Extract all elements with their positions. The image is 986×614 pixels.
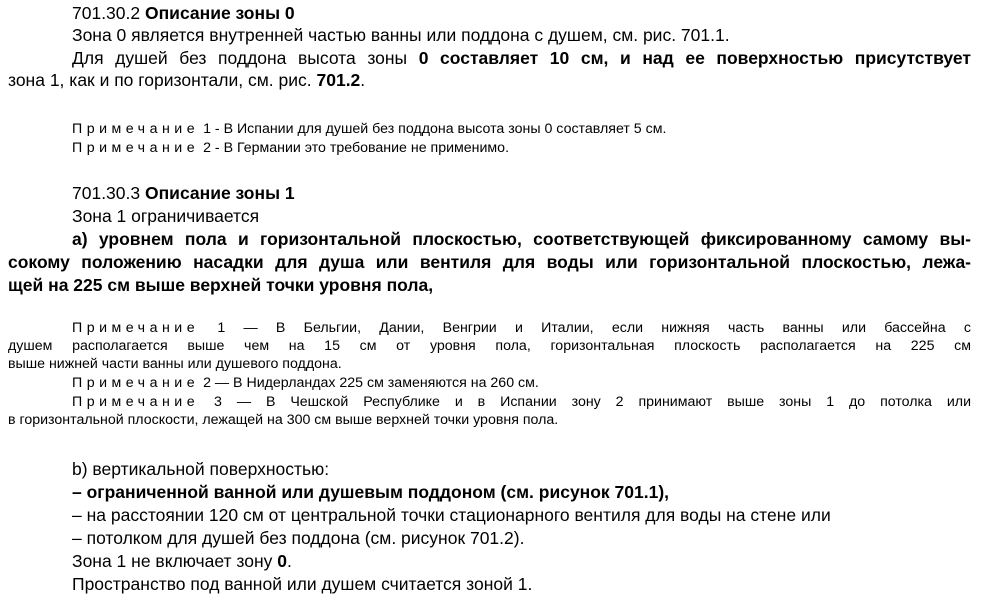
note-germany: Примечание 2 - В Германии это требование не применимо. (72, 140, 510, 156)
note-belgium-line1: Примечание 1 — В Бельгии, Дании, Венгрии и Италии, если нижняя часть ванны или бассейна с (72, 320, 971, 336)
paragraph-zone1-a-line3: щей на 225 см выше верхней точки уровня пола, (8, 275, 434, 295)
paragraph-zone0-definition: Зона 0 является внутренней частью ванны или поддона с душем, см. рис. 701.1. (72, 25, 730, 45)
section-number: 701.30.3 (72, 183, 141, 203)
note-czech-line2: в горизонтальной плоскости, лежащей на 300 см выше верхней точки уровня пола. (8, 412, 559, 428)
paragraph-zone0-height-cont: зона 1, как и по горизонтали, см. рис. 701.2. (8, 70, 366, 90)
note-spain: Примечание 1 - В Испании для душей без поддона высота зоны 0 составляет 5 см. (72, 121, 667, 137)
section-title: Описание зоны 0 (145, 3, 295, 23)
section-heading-701-30-2 (72, 2, 295, 24)
list-item-ceiling: – потолком для душей без поддона (см. рисунок 701.2). (72, 528, 525, 548)
note-belgium-line2: душем располагается выше чем на 15 см от уровня пола, горизонтальная плоскость располагается на 225 см (8, 338, 971, 354)
section-number: 701.30.2 (72, 3, 141, 23)
paragraph-zone1-a-line2: сокому положению насадки для душа или вентиля для воды или горизонтальной плоскостью, лежа- (8, 252, 971, 272)
note-belgium-line3: выше нижней части ванны или душевого поддона. (8, 356, 342, 372)
paragraph-zone0-height: Для душей без поддона высота зоны 0 составляет 10 см, и над ее поверхностью присутствует (72, 48, 971, 68)
note-czech-line1: Примечание 3 — В Чешской Республике и в Испании зону 2 принимают выше зоны 1 до потолка или (72, 394, 971, 410)
paragraph-zone1-a-line1: а) уровнем пола и горизонтальной плоскостью, соответствующей фиксированному самому вы- (72, 229, 971, 249)
paragraph-zone1-intro: Зона 1 ограничивается (72, 206, 260, 226)
paragraph-zone1-b: b) вертикальной поверхностью: (72, 459, 330, 479)
paragraph-zone1-excludes: Зона 1 не включает зону 0. (72, 551, 292, 571)
note-netherlands: Примечание 2 — В Нидерландах 225 см заменяются на 260 см. (72, 375, 539, 391)
list-item-distance: – на расстоянии 120 см от центральной точки стационарного вентиля для воды на стене или (72, 505, 831, 525)
paragraph-space-under-bath: Пространство под ванной или душем считается зоной 1. (72, 574, 533, 594)
list-item-bath-tray: – ограниченной ванной или душевым поддоном (см. рисунок 701.1), (72, 482, 670, 502)
section-heading-701-30-3 (72, 182, 295, 204)
section-title: Описание зоны 1 (145, 183, 295, 203)
